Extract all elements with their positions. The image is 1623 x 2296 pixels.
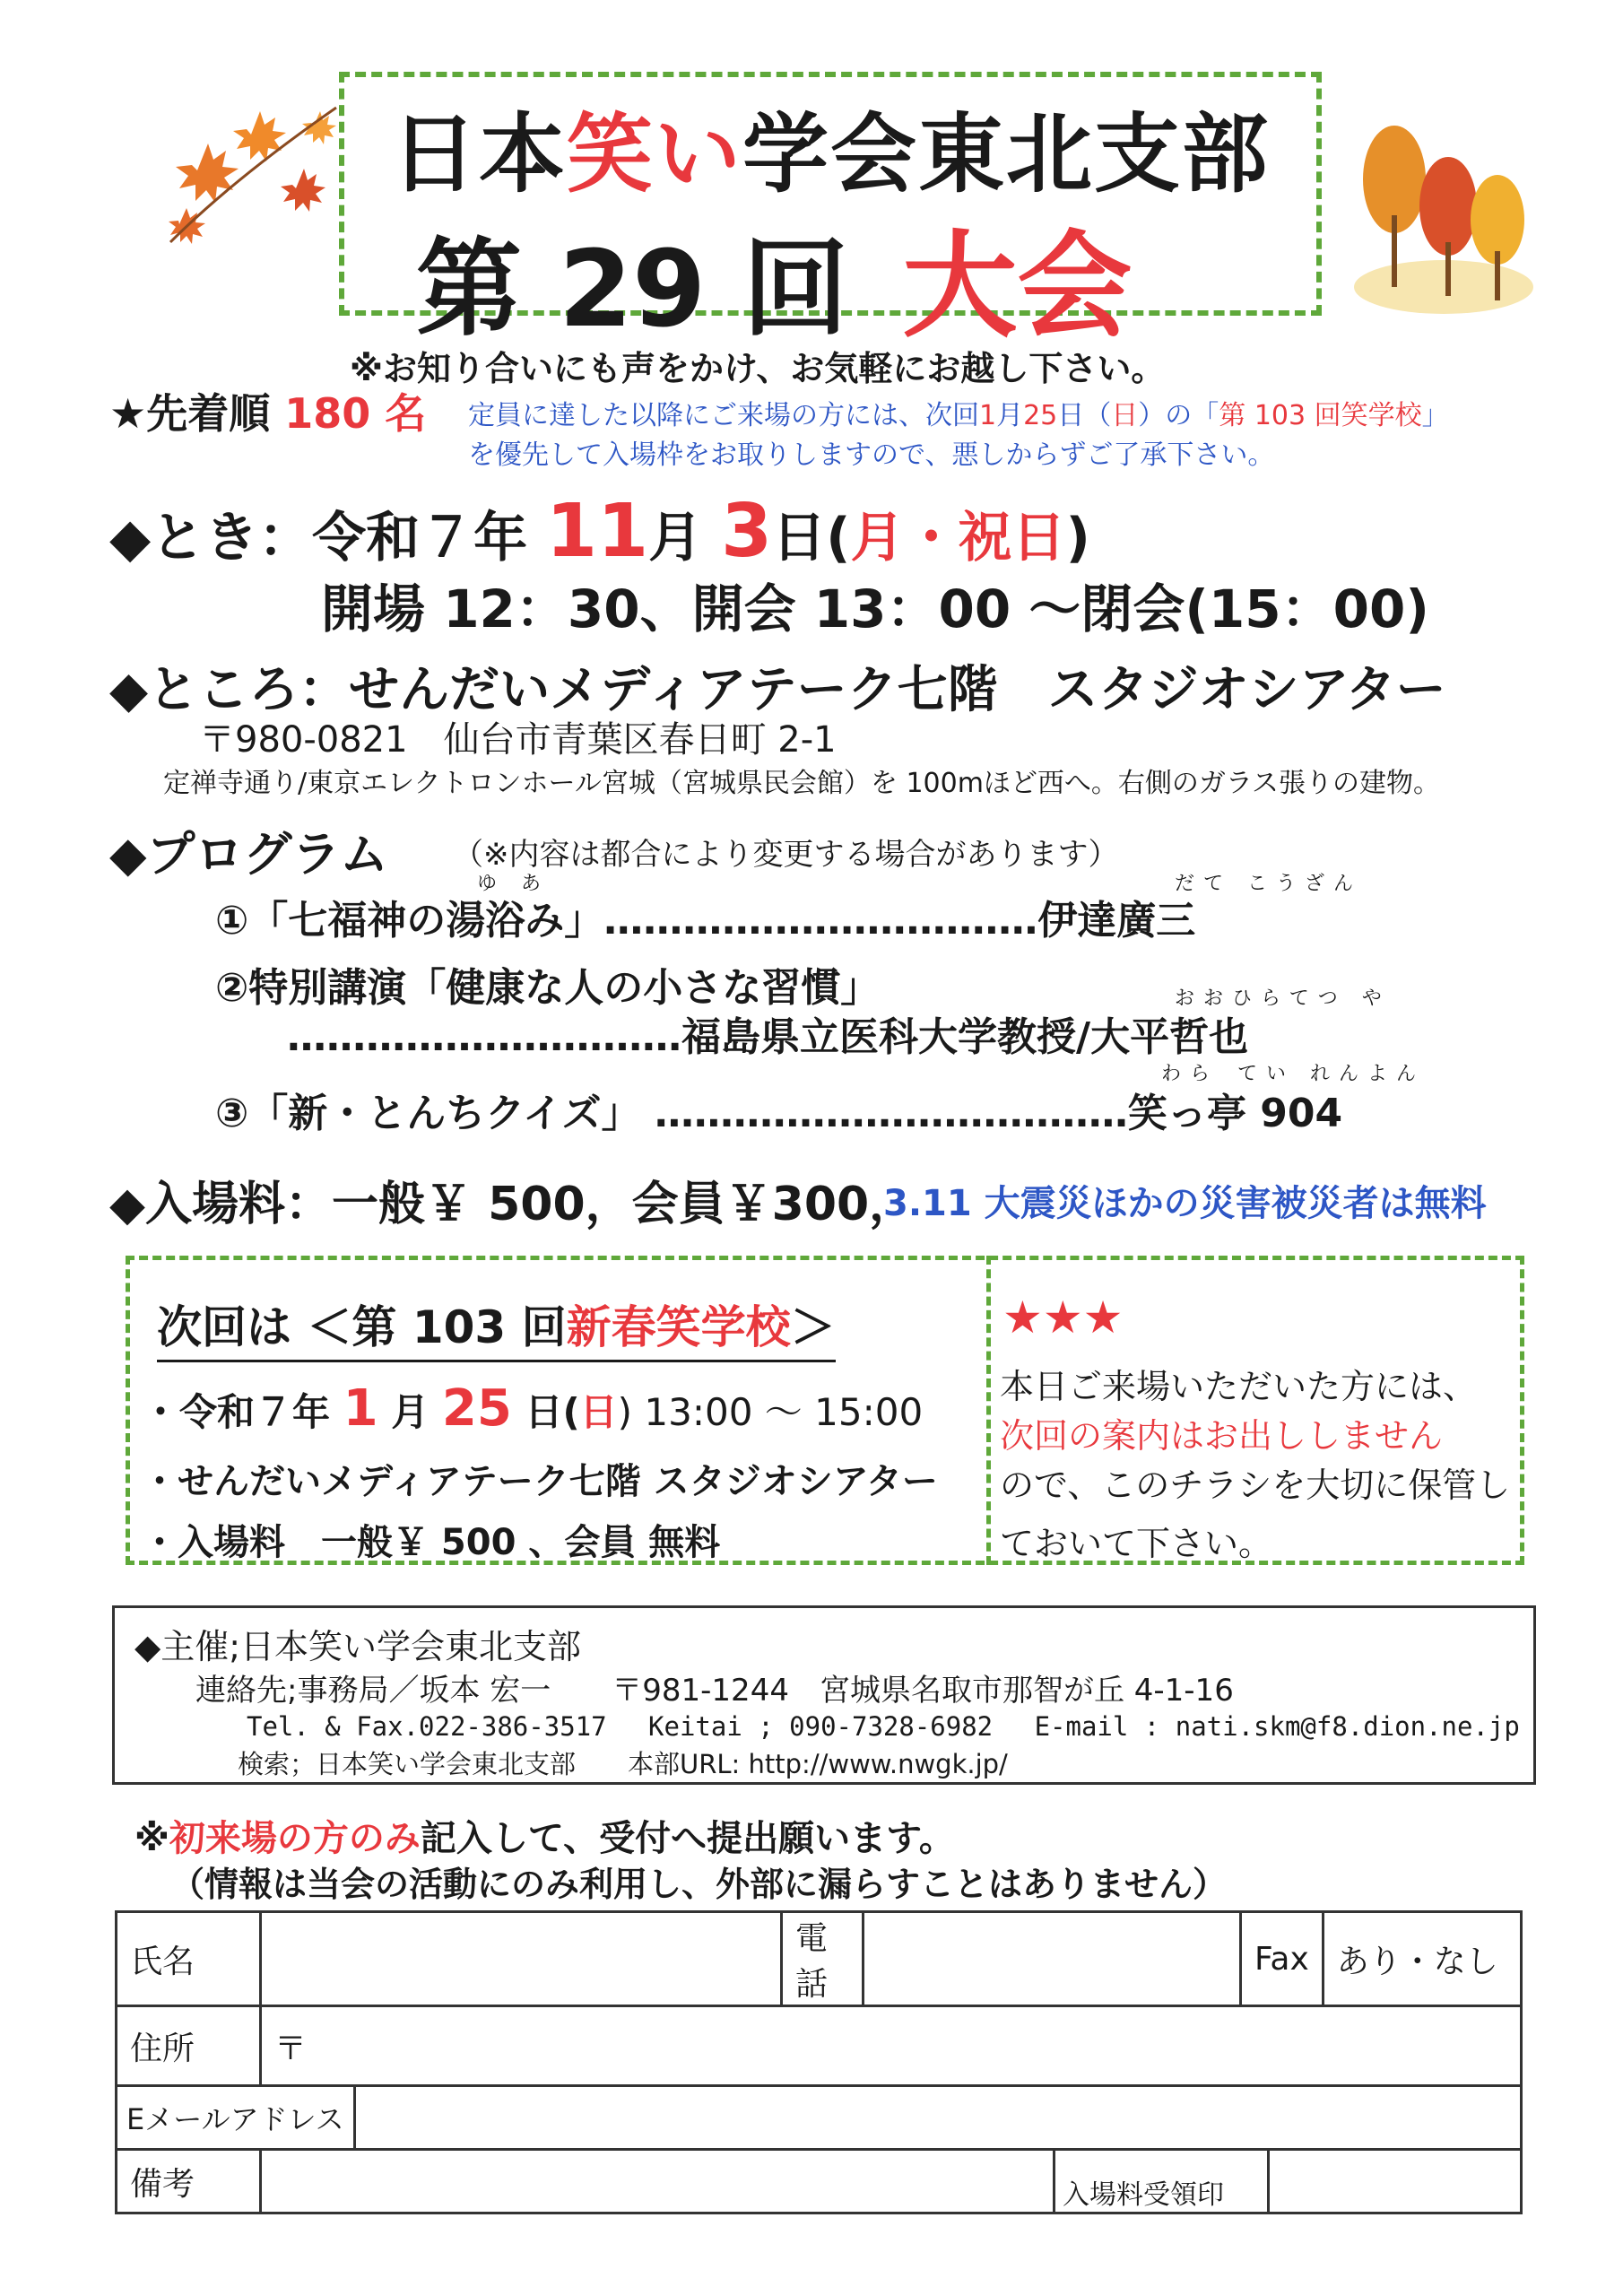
program-item1-furigana-a: ゆ あ bbox=[477, 873, 550, 895]
first-come-note-1: 定員に達した以降にご来場の方には、次回1月25日（日）の「第 103 回笑学校」 bbox=[468, 400, 1449, 431]
next-event-venue: ・せんだいメディアテーク七階 スタジオシアター bbox=[142, 1461, 938, 1502]
program-item1-furigana-b: だて こうざん bbox=[1175, 873, 1362, 895]
program-item2-furigana: おおひらてつ や bbox=[1175, 987, 1391, 1010]
where-directions: 定禅寺通り/東京エレクトロンホール宮城（宮城県民会館）を 100mほど西へ。右側のガラス張りの建物。 bbox=[163, 768, 1441, 799]
remarks-label: 備考 bbox=[117, 2151, 261, 2213]
stamp-label: 入場料受領印 bbox=[1055, 2151, 1269, 2213]
program-item3-furigana-a: わら bbox=[1161, 1063, 1219, 1085]
program-item-2-title: ②特別講演「健康な人の小さな習慣」 bbox=[215, 965, 881, 1011]
stamp-field bbox=[1269, 2151, 1522, 2213]
title-box bbox=[339, 72, 1322, 353]
where-venue: ◆ところ：せんだいメディアテーク七階 スタジオシアター bbox=[109, 661, 1446, 719]
where-address: 〒980-0821 仙台市青葉区春日町 2-1 bbox=[199, 719, 837, 761]
organizer-phone-email: Tel. & Fax.022-386-3517 Keitai ; 090-7328-6982 E-mail : nati.skm@f8.dion.ne.jp bbox=[247, 1711, 1520, 1742]
email-label: Eメールアドレス bbox=[117, 2087, 355, 2150]
next-event-divider bbox=[986, 1256, 991, 1565]
program-item-2-speaker: …………………………福島県立医科大学教授/大平哲也 bbox=[287, 1014, 1249, 1060]
fax-label: Fax bbox=[1241, 1912, 1324, 2006]
organizer-host: ◆主催;日本笑い学会東北支部 bbox=[135, 1627, 582, 1666]
autumn-trees-illustration bbox=[1354, 108, 1533, 314]
program-item-3: ③「新・とんちクイズ」 ………………………………笑っ亭 904 bbox=[215, 1091, 1343, 1136]
title-organization: 日本笑い学会東北支部 bbox=[391, 104, 1270, 204]
first-come-label: ★先着順 180 名 bbox=[109, 389, 427, 438]
notice-line-1: 本日ご来場いただいた方には、 bbox=[1000, 1367, 1478, 1406]
fax-options[interactable]: あり・なし bbox=[1323, 1912, 1521, 2006]
admission-fee: ◆入場料：一般￥ 500，会員￥300， bbox=[109, 1178, 916, 1231]
name-field[interactable] bbox=[261, 1912, 782, 2006]
next-event-fee: ・入場料 一般￥ 500 、会員 無料 bbox=[142, 1522, 721, 1563]
address-label: 住所 bbox=[117, 2007, 261, 2086]
phone-label: 電話 bbox=[782, 1912, 864, 2006]
admission-fee-note: 3.11 大震災ほかの災害被災者は無料 bbox=[883, 1183, 1487, 1224]
program-heading: ◆プログラム bbox=[109, 826, 388, 883]
notice-line-4: ておいて下さい。 bbox=[1000, 1524, 1273, 1563]
when-times: 開場 12：30、開会 13：00 ～閉会(15：00) bbox=[321, 578, 1429, 639]
organizer-contact: 連絡先;事務局／坂本 宏一 〒981-1244 宮城県名取市那智が丘 4-1-16 bbox=[195, 1673, 1234, 1709]
notice-stars: ★★★ bbox=[1002, 1292, 1124, 1344]
phone-field[interactable] bbox=[864, 1912, 1241, 2006]
when-date: ◆とき：令和７年 11月 3日(月・祝日) bbox=[109, 489, 1090, 574]
maple-leaves-illustration bbox=[143, 90, 341, 251]
form-privacy-note: （情報は当会の活動にのみ利用し、外部に漏らすことはありません） bbox=[170, 1865, 1228, 1904]
title-event: 第 29 回 大会 bbox=[416, 220, 1133, 353]
organizer-search-url: 検索；日本笑い学会東北支部 本部URL: http://www.nwgk.jp/ bbox=[238, 1749, 1008, 1779]
notice-line-2: 次回の案内はお出ししません bbox=[1000, 1416, 1444, 1456]
invite-note: ※お知り合いにも声をかけ、お気軽にお越し下さい。 bbox=[350, 349, 1166, 388]
email-field[interactable] bbox=[354, 2087, 1521, 2150]
program-note: （※内容は都合により変更する場合があります） bbox=[453, 837, 1119, 873]
first-come-note-2: を優先して入場枠をお取りしますので、悪しからずご了承下さい。 bbox=[468, 439, 1275, 471]
registration-form bbox=[115, 1910, 1523, 2214]
notice-line-3: ので、このチラシを大切に保管し bbox=[1000, 1465, 1511, 1505]
form-intro: ※初来場の方のみ記入して、受付へ提出願います。 bbox=[135, 1818, 955, 1859]
remarks-field[interactable] bbox=[261, 2151, 1055, 2213]
next-event-heading: 次回は ＜第 103 回新春笑学校＞ bbox=[157, 1292, 836, 1362]
program-item-1: ①「七福神の湯浴み」……………………………伊達廣三 bbox=[215, 898, 1196, 944]
name-label: 氏名 bbox=[117, 1912, 261, 2006]
next-event-date: ・令和７年 1 月 25 日(日) 13:00 ～ 15:00 bbox=[142, 1379, 924, 1438]
postal-mark: 〒 bbox=[274, 2030, 308, 2067]
address-field[interactable] bbox=[261, 2007, 1522, 2086]
program-item3-furigana-b: てい れんよん bbox=[1237, 1063, 1425, 1085]
